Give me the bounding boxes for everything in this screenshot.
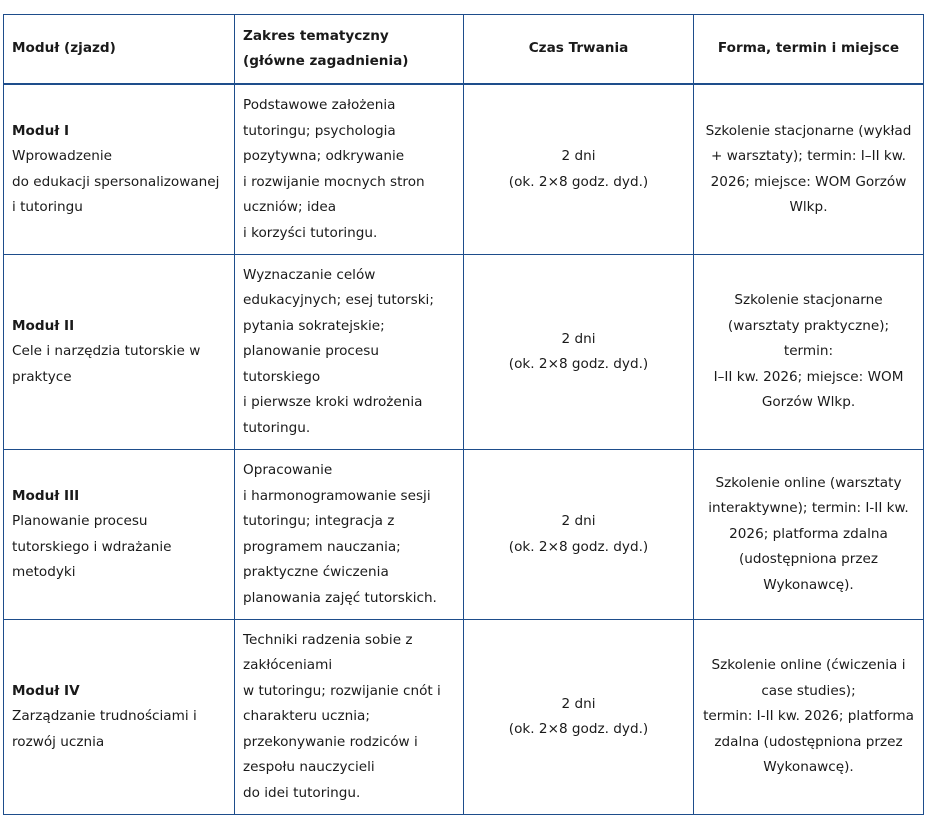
scope-line: Wyznaczanie celów [243, 266, 376, 283]
form-cell [694, 450, 924, 620]
scope-line: charakteru ucznia; [243, 708, 370, 725]
scope-line: zakłóceniami [243, 657, 333, 674]
form-line: Szkolenie stacjonarne [734, 292, 883, 309]
scope-line: tutoringu. [243, 419, 311, 436]
form-line: 2026; miejsce: WOM Gorzów [710, 173, 907, 190]
duration-cell [464, 84, 694, 255]
scope-line: tutorskiego [243, 368, 321, 385]
form-line: Szkolenie online (ćwiczenia i [711, 657, 906, 674]
duration-days: 2 dni [561, 148, 596, 164]
scope-cell [235, 84, 464, 255]
module-name-line: i tutoringu [12, 199, 83, 215]
module-cell [4, 450, 235, 620]
scope-line: tutoringu; integracja z [243, 513, 395, 529]
header-scope: Zakres tematyczny (główne zagadnienia) [235, 15, 464, 85]
module-name-line: metodyki [12, 564, 76, 580]
scope-line: planowania zajęć tutorskich. [243, 589, 437, 606]
form-line: (warsztaty praktyczne); termin: [727, 317, 890, 360]
duration-days: 2 dni [561, 330, 596, 347]
module-name-line: tutorskiego i wdrażanie [12, 538, 172, 555]
duration-days: 2 dni [561, 513, 596, 529]
module-name-line: praktyce [12, 368, 72, 385]
scope-line: do idei tutoringu. [243, 784, 361, 801]
form-line: interaktywne); termin: I-II kw. [708, 500, 909, 517]
scope-line: i harmonogramowanie sesji [243, 487, 431, 504]
header-module: Moduł (zjazd) [4, 15, 235, 85]
scope-line: i pierwsze kroki wdrożenia [243, 394, 423, 411]
scope-line: Opracowanie [243, 462, 333, 478]
table-row [4, 255, 924, 450]
duration-hours: (ok. 2×8 godz. dyd.) [508, 173, 649, 190]
duration-hours: (ok. 2×8 godz. dyd.) [508, 721, 649, 737]
table-row [4, 84, 924, 255]
duration-cell [464, 255, 694, 450]
module-name-line: Cele i narzędzia tutorskie w [12, 343, 201, 360]
table-row [4, 620, 924, 815]
form-line: Gorzów Wlkp. [761, 394, 856, 411]
module-title: Moduł IV [12, 682, 80, 699]
scope-line: programem nauczania; [243, 538, 401, 555]
module-cell [4, 620, 235, 815]
module-title: Moduł I [12, 122, 70, 139]
form-line: Szkolenie stacjonarne (wykład [705, 122, 912, 139]
table-row [4, 450, 924, 620]
scope-line: zespołu nauczycieli [243, 759, 375, 776]
scope-line: i rozwijanie mocnych stron [243, 173, 425, 190]
modules-table [3, 14, 924, 815]
form-cell [694, 255, 924, 450]
scope-line: pozytywna; odkrywanie [243, 148, 405, 164]
module-name-line: rozwój ucznia [12, 733, 105, 750]
module-name-line: Planowanie procesu [12, 513, 148, 529]
duration-days: 2 dni [561, 695, 596, 712]
header-duration: Czas Trwania [464, 15, 694, 85]
form-line: Wykonawcę). [763, 759, 854, 776]
form-line: Wlkp. [789, 199, 828, 215]
scope-line: Podstawowe założenia [243, 97, 396, 113]
table-header-row [4, 15, 924, 85]
scope-line: w tutoringu; rozwijanie cnót i [243, 682, 441, 699]
scope-cell [235, 255, 464, 450]
scope-line: edukacyjnych; esej tutorski; [243, 292, 434, 309]
module-cell [4, 84, 235, 255]
form-line: Szkolenie online (warsztaty [715, 474, 902, 491]
scope-line: i korzyści tutoringu. [243, 224, 378, 241]
duration-hours: (ok. 2×8 godz. dyd.) [508, 538, 649, 555]
duration-cell [464, 620, 694, 815]
scope-line: Techniki radzenia sobie z [243, 631, 413, 648]
scope-line: tutoringu; psychologia [243, 122, 396, 139]
scope-cell [235, 450, 464, 620]
scope-line: pytania sokratejskie; [243, 317, 385, 334]
scope-line: praktyczne ćwiczenia [243, 564, 389, 580]
form-line: Wykonawcę). [763, 576, 854, 593]
form-line: 2026; platforma zdalna [729, 525, 888, 542]
form-cell [694, 620, 924, 815]
module-name-line: Zarządzanie trudnościami i [12, 708, 197, 725]
module-title: Moduł II [12, 317, 75, 334]
module-title: Moduł III [12, 487, 80, 504]
form-line: + warsztaty); termin: I–II kw. [711, 148, 906, 164]
module-name-line: Wprowadzenie [12, 148, 113, 164]
form-line: zdalna (udostępniona przez [714, 733, 903, 750]
form-cell [694, 84, 924, 255]
module-name-line: do edukacji spersonalizowanej [12, 173, 220, 190]
scope-line: uczniów; idea [243, 199, 337, 215]
duration-cell [464, 450, 694, 620]
form-line: termin: I-II kw. 2026; platforma [703, 708, 914, 725]
scope-line: planowanie procesu [243, 343, 379, 360]
header-form: Forma, termin i miejsce [694, 15, 924, 85]
scope-cell [235, 620, 464, 815]
form-line: case studies); [761, 682, 856, 699]
module-cell [4, 255, 235, 450]
form-line: I–II kw. 2026; miejsce: WOM [713, 368, 904, 385]
duration-hours: (ok. 2×8 godz. dyd.) [508, 356, 649, 372]
scope-line: przekonywanie rodziców i [243, 733, 418, 750]
form-line: (udostępniona przez [738, 551, 879, 568]
